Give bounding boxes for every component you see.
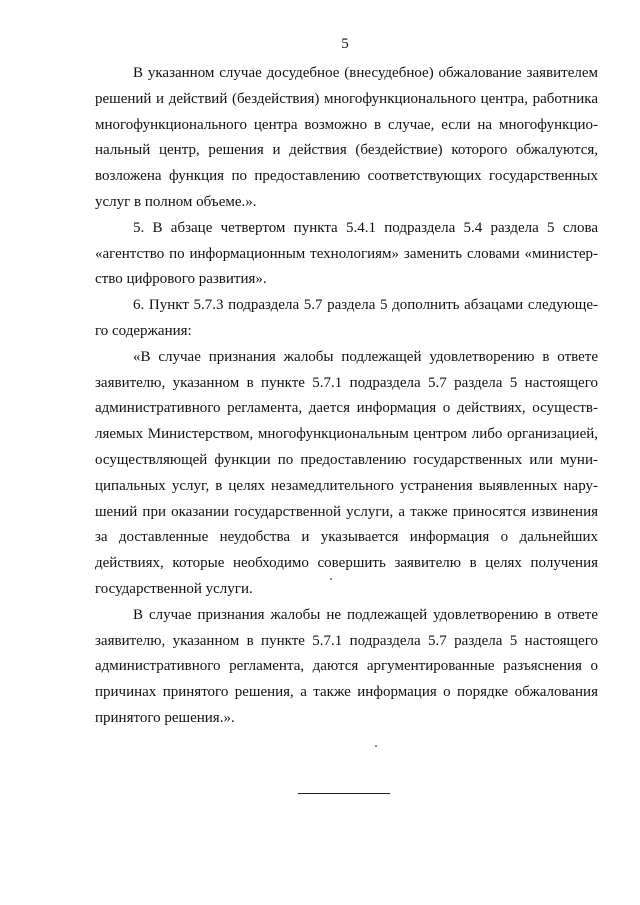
paragraph-mfc-appeal: В указанном случае досудебное (внесудебное) обжалование заявителем решений и действий (бездействия) многофункционального центра, работника многофункционального центра возможно в случае, если на многофункциональный центр, решения и действия (бездействие) которого обжалуются, возложена функция по предоставлению соответствующих государственных услуг в полном объеме.».	[95, 65, 598, 210]
document-body	[95, 61, 598, 732]
scan-speck	[330, 578, 332, 580]
page-number: 5	[341, 36, 349, 52]
paragraph-item-6: 6. Пункт 5.7.3 подраздела 5.7 раздела 5 дополнить абзацами следующего содержания:	[95, 297, 598, 339]
scan-speck	[375, 745, 377, 747]
paragraph-item-5: 5. В абзаце четвертом пункта 5.4.1 подраздела 5.4 раздела 5 слова «агентство по информационным технологиям» заменить словами «министерство цифрового развития».	[95, 219, 598, 288]
paragraph-complaint-rejected: В случае признания жалобы не подлежащей удовлетворению в ответе заявителю, указанном в пункте 5.7.1 подраздела 5.7 раздела 5 настоящего административного регламента, даются аргументированные разъяснения о причинах принятого решения, а также информация о порядке обжалования принятого решения.».	[95, 606, 598, 726]
paragraph-complaint-satisfied: «В случае признания жалобы подлежащей удовлетворению в ответе заявителю, указанном в пункте 5.7.1 подраздела 5.7 раздела 5 настоящего административного регламента, дается информация о действиях, осуществляемых Министерством, многофункциональным центром либо организацией, осуществляющей функции по предоставлению государственных или муниципальных услуг, в целях незамедлительного устранения выявленных нарушений при оказании государственной услуги, а также приносятся извинения за доставленные неудобства и указывается информация о дальнейших действиях, которые необходимо совершить заявителю в целях получения государственной услуги.	[95, 348, 598, 597]
end-separator-line	[298, 793, 390, 794]
